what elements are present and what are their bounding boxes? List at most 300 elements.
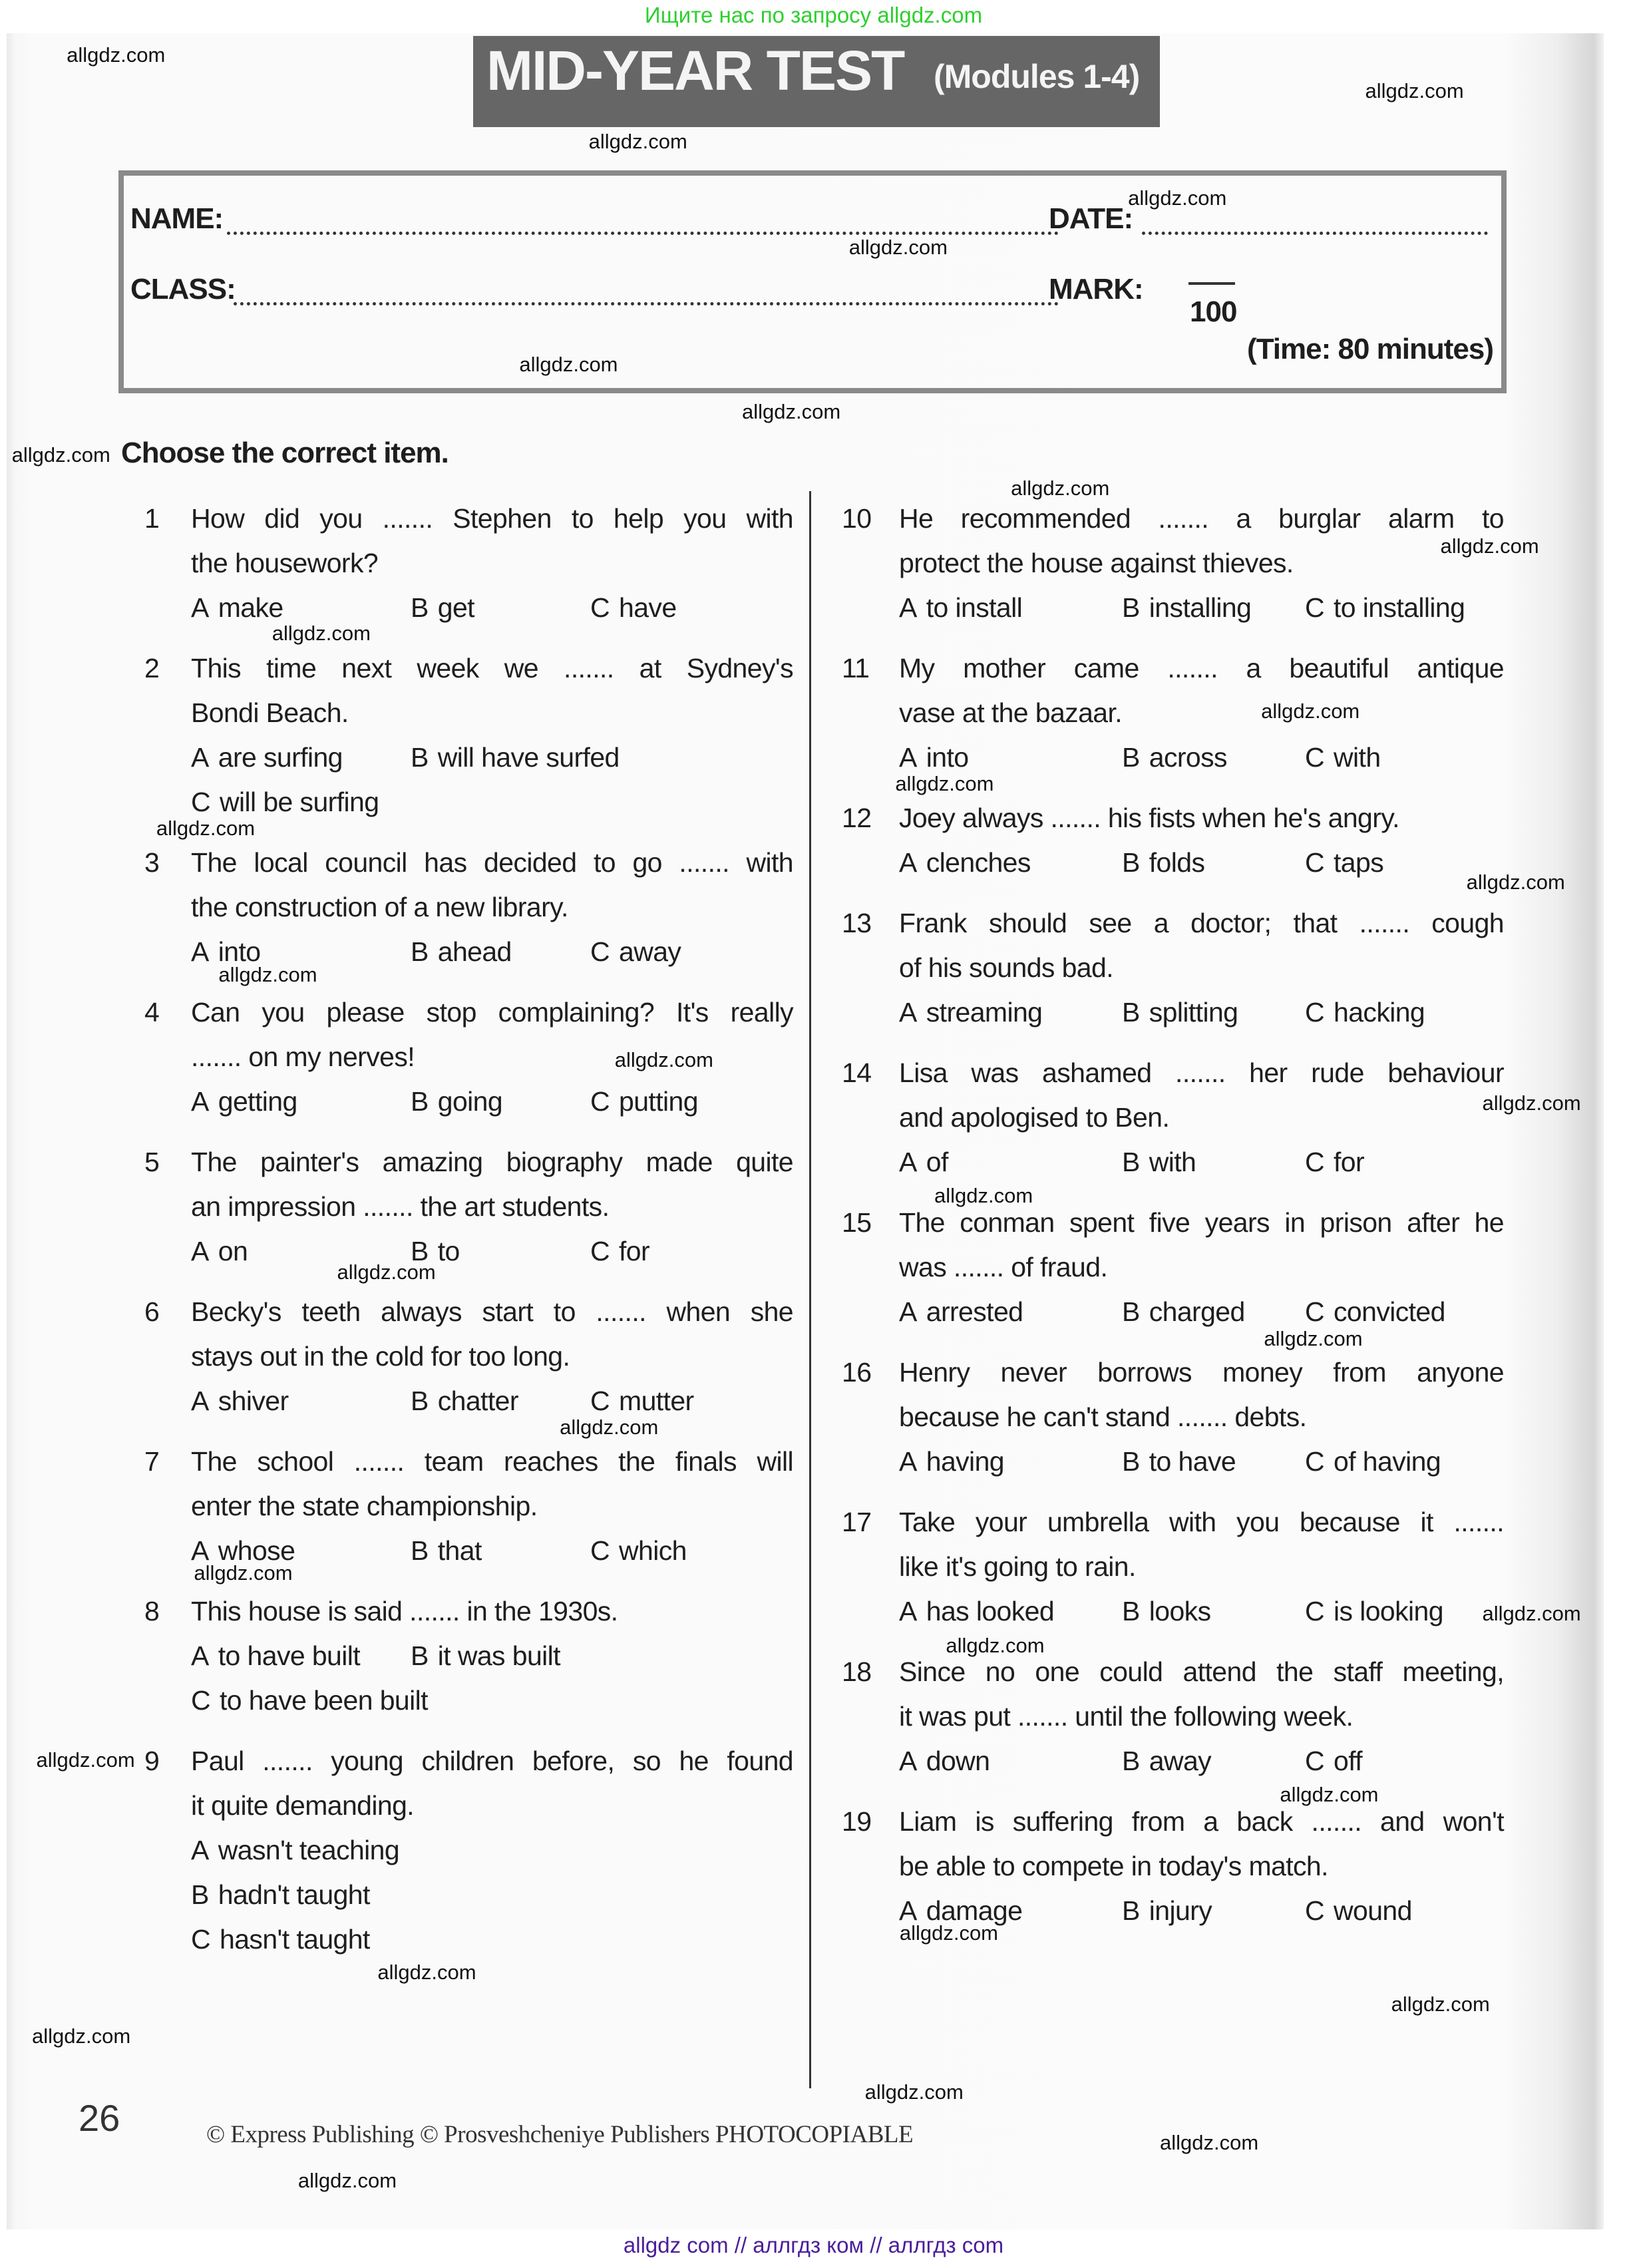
- option-text: charged: [1149, 1296, 1245, 1327]
- site-watermark: allgdz.com: [67, 43, 166, 67]
- answer-option-a[interactable]: [899, 1589, 1122, 1634]
- option-letter: B: [1122, 847, 1140, 878]
- site-watermark: allgdz.com: [614, 1047, 713, 1071]
- question-number: 1: [144, 503, 160, 534]
- question-number: 19: [842, 1806, 872, 1837]
- page-number: 26: [79, 2097, 120, 2139]
- answer-option-b[interactable]: [1122, 1589, 1305, 1634]
- site-watermark: allgdz.com: [1391, 1992, 1490, 2016]
- option-letter: C: [590, 936, 610, 967]
- question-number: 11: [842, 653, 870, 683]
- site-watermark: allgdz.com: [1128, 186, 1227, 210]
- option-text: whose: [218, 1535, 295, 1566]
- question-text-line: Henry never borrows money from anyone: [899, 1357, 1504, 1388]
- option-letter: B: [411, 1535, 429, 1566]
- date-label: DATE:: [1049, 202, 1133, 235]
- test-title-banner: [473, 36, 1160, 127]
- option-text: get: [437, 592, 474, 623]
- answer-option-a[interactable]: [899, 1140, 1122, 1185]
- question-number: 12: [842, 803, 872, 833]
- option-text: hacking: [1334, 997, 1425, 1028]
- question-text-line: How did you ....... Stephen to help you with: [191, 503, 793, 534]
- option-letter: C: [1305, 1296, 1325, 1327]
- option-text: putting: [619, 1086, 698, 1117]
- option-text: damage: [926, 1895, 1023, 1926]
- answer-option-a[interactable]: [191, 1828, 793, 1873]
- question-number: 4: [144, 997, 160, 1028]
- option-text: are surfing: [218, 742, 343, 773]
- question-item: [842, 1201, 1504, 1334]
- site-watermark: allgdz.com: [36, 1748, 135, 1772]
- option-letter: C: [191, 1924, 211, 1955]
- question-number: 14: [842, 1057, 872, 1088]
- option-letter: B: [411, 936, 429, 967]
- answer-option-b[interactable]: [1122, 1739, 1305, 1784]
- option-letter: A: [899, 997, 917, 1028]
- site-watermark: allgdz.com: [1280, 1782, 1379, 1806]
- option-letter: A: [899, 1746, 917, 1776]
- option-text: convicted: [1334, 1296, 1445, 1327]
- copyright-line: © Express Publishing © Prosveshcheniye Publishers PHOTOCOPIABLE: [206, 2121, 914, 2148]
- option-text: have: [619, 592, 677, 623]
- option-text: for: [1334, 1147, 1365, 1177]
- answer-option-b[interactable]: [411, 586, 590, 630]
- site-watermark: allgdz.com: [1365, 79, 1464, 102]
- top-watermark-note: Ищите нас по запросу allgdz.com: [644, 3, 983, 27]
- site-watermark: allgdz.com: [519, 352, 618, 376]
- question-item: [144, 1439, 793, 1573]
- question-text-line: of his sounds bad.: [899, 952, 1113, 983]
- option-text: is looking: [1334, 1596, 1443, 1626]
- answer-option-c[interactable]: [1305, 1140, 1528, 1185]
- answer-option-c[interactable]: [1305, 1889, 1528, 1933]
- questions-left-column: [144, 496, 793, 1978]
- answer-option-c[interactable]: [1305, 735, 1528, 780]
- option-letter: C: [590, 1386, 610, 1416]
- option-letter: A: [899, 1147, 917, 1177]
- answer-option-c[interactable]: [590, 1079, 810, 1124]
- option-text: shiver: [218, 1386, 289, 1416]
- question-text-line: Bondi Beach.: [191, 697, 349, 728]
- question-item: [144, 1739, 793, 1962]
- option-text: hadn't taught: [218, 1879, 370, 1910]
- date-field[interactable]: [1142, 232, 1488, 235]
- answer-option-c[interactable]: [1305, 1739, 1528, 1784]
- question-text-line: Since no one could attend the staff meeting,: [899, 1656, 1504, 1687]
- answer-option-a[interactable]: [191, 1634, 411, 1678]
- answer-option-c[interactable]: [590, 586, 810, 630]
- question-text-line: Liam is suffering from a back ....... and won't: [899, 1806, 1504, 1837]
- question-number: 5: [144, 1147, 160, 1177]
- question-item: [144, 841, 793, 974]
- option-letter: B: [1122, 1446, 1140, 1477]
- question-item: [842, 496, 1504, 630]
- option-letter: B: [1122, 1746, 1140, 1776]
- option-text: on: [218, 1236, 248, 1266]
- question-text-line: was ....... of fraud.: [899, 1252, 1108, 1282]
- option-letter: A: [191, 592, 209, 623]
- question-item: [144, 496, 793, 630]
- answer-options: [191, 1828, 793, 1873]
- test-subtitle: (Modules 1-4): [934, 58, 1140, 95]
- answer-option-c[interactable]: [590, 1229, 810, 1274]
- option-text: to have built: [218, 1640, 361, 1671]
- answer-option-b[interactable]: [411, 1229, 590, 1274]
- student-info-box: [118, 170, 1507, 393]
- option-text: streaming: [926, 997, 1043, 1028]
- question-item: [842, 796, 1504, 885]
- question-text-line: like it's going to rain.: [899, 1551, 1136, 1582]
- question-text-line: Paul ....... young children before, so he found: [191, 1746, 793, 1776]
- option-text: to have: [1149, 1446, 1236, 1477]
- site-watermark: allgdz.com: [848, 235, 948, 259]
- question-text-line: Becky's teeth always start to ....... when she: [191, 1296, 793, 1327]
- option-letter: B: [411, 1086, 429, 1117]
- answer-option-b[interactable]: [1122, 1439, 1305, 1484]
- answer-options: [191, 1678, 793, 1723]
- column-divider: [809, 491, 811, 2088]
- option-text: injury: [1149, 1895, 1212, 1926]
- question-text-line: ....... on my nerves!: [191, 1041, 415, 1072]
- option-letter: B: [411, 742, 429, 773]
- question-number: 17: [842, 1507, 872, 1537]
- question-text-line: enter the state championship.: [191, 1491, 538, 1521]
- option-text: with: [1334, 742, 1381, 773]
- site-watermark: allgdz.com: [1482, 1091, 1581, 1115]
- question-number: 18: [842, 1656, 872, 1687]
- option-text: chatter: [437, 1386, 518, 1416]
- option-letter: C: [1305, 1596, 1325, 1626]
- site-watermark: allgdz.com: [337, 1260, 436, 1284]
- option-text: clenches: [926, 847, 1031, 878]
- site-watermark: allgdz.com: [297, 2168, 397, 2192]
- question-text-line: vase at the bazaar.: [899, 697, 1123, 728]
- answer-option-b[interactable]: [1122, 586, 1305, 630]
- question-item: [842, 1051, 1504, 1185]
- answer-options: [899, 586, 1504, 630]
- answer-option-b[interactable]: [411, 1634, 590, 1678]
- answer-option-a[interactable]: [191, 735, 411, 780]
- question-number: 16: [842, 1357, 872, 1388]
- answer-option-a[interactable]: [899, 1290, 1122, 1334]
- option-letter: B: [411, 1640, 429, 1671]
- option-text: has looked: [926, 1596, 1055, 1626]
- site-watermark: allgdz.com: [864, 2080, 964, 2104]
- answer-option-c[interactable]: [191, 780, 793, 825]
- option-text: taps: [1334, 847, 1384, 878]
- option-letter: C: [191, 1685, 211, 1716]
- site-watermark: allgdz.com: [32, 2024, 131, 2048]
- time-limit: (Time: 80 minutes): [1247, 333, 1493, 365]
- site-watermark: allgdz.com: [11, 443, 110, 467]
- test-title: MID-YEAR TEST: [486, 39, 904, 102]
- option-letter: A: [191, 1386, 209, 1416]
- option-text: going: [437, 1086, 503, 1117]
- option-letter: B: [1122, 997, 1140, 1028]
- option-text: to install: [926, 592, 1023, 623]
- option-text: which: [619, 1535, 687, 1566]
- questions-right-column: [842, 496, 1504, 1949]
- option-letter: A: [899, 1446, 917, 1477]
- site-watermark: allgdz.com: [895, 771, 994, 795]
- question-item: [144, 646, 793, 825]
- option-letter: C: [1305, 1746, 1325, 1776]
- option-text: wasn't teaching: [218, 1835, 400, 1865]
- question-item: [842, 646, 1504, 780]
- answer-options: [191, 1079, 793, 1124]
- question-item: [842, 1350, 1504, 1484]
- option-letter: A: [191, 1535, 209, 1566]
- answer-option-c[interactable]: [191, 1678, 793, 1723]
- site-watermark: allgdz.com: [1466, 870, 1565, 894]
- answer-options: [899, 990, 1504, 1035]
- answer-option-c[interactable]: [590, 930, 810, 974]
- answer-options: [191, 780, 793, 825]
- option-letter: C: [590, 1535, 610, 1566]
- site-watermark: allgdz.com: [1440, 534, 1539, 558]
- option-letter: C: [1305, 1895, 1325, 1926]
- option-letter: B: [1122, 1296, 1140, 1327]
- question-text-line: This time next week we ....... at Sydney's: [191, 653, 793, 683]
- answer-option-b[interactable]: [1122, 1140, 1305, 1185]
- answer-option-b[interactable]: [1122, 1889, 1305, 1933]
- class-field[interactable]: [234, 302, 1059, 305]
- answer-option-a[interactable]: [191, 1079, 411, 1124]
- option-text: across: [1149, 742, 1227, 773]
- answer-option-b[interactable]: [191, 1873, 793, 1917]
- question-text-line: protect the house against thieves.: [899, 548, 1294, 578]
- question-text-line: The school ....... team reaches the finals will: [191, 1446, 793, 1477]
- answer-options: [899, 1140, 1504, 1185]
- question-text-line: He recommended ....... a burglar alarm to: [899, 503, 1504, 534]
- site-watermark: allgdz.com: [377, 1960, 476, 1984]
- option-letter: A: [899, 847, 917, 878]
- answer-options: [899, 1589, 1504, 1634]
- option-letter: C: [590, 1086, 610, 1117]
- option-letter: B: [411, 1236, 429, 1266]
- site-watermark: allgdz.com: [560, 1415, 659, 1439]
- option-letter: A: [191, 1236, 209, 1266]
- answer-option-c[interactable]: [191, 1917, 793, 1962]
- option-letter: C: [191, 787, 211, 817]
- option-letter: B: [1122, 742, 1140, 773]
- option-letter: A: [191, 1086, 209, 1117]
- question-text-line: because he can't stand ....... debts.: [899, 1402, 1307, 1432]
- option-text: of: [926, 1147, 948, 1177]
- question-number: 13: [842, 908, 872, 938]
- question-item: [842, 1650, 1504, 1784]
- question-text-line: the housework?: [191, 548, 379, 578]
- question-text-line: and apologised to Ben.: [899, 1102, 1170, 1133]
- question-text-line: it was put ....... until the following week.: [899, 1701, 1354, 1732]
- answer-option-b[interactable]: [411, 735, 620, 780]
- question-text-line: This house is said ....... in the 1930s.: [191, 1596, 618, 1626]
- question-text-line: the construction of a new library.: [191, 892, 568, 922]
- site-watermark: allgdz.com: [218, 962, 317, 986]
- option-text: to: [437, 1236, 460, 1266]
- answer-options: [191, 1873, 793, 1917]
- answer-option-a[interactable]: [899, 1739, 1122, 1784]
- option-text: wound: [1334, 1895, 1412, 1926]
- option-text: make: [218, 592, 283, 623]
- option-text: into: [218, 936, 261, 967]
- answer-options: [191, 735, 793, 780]
- option-text: that: [437, 1535, 482, 1566]
- class-label: CLASS:: [130, 273, 236, 305]
- option-letter: B: [1122, 1596, 1140, 1626]
- question-text-line: stays out in the cold for too long.: [191, 1341, 570, 1372]
- answer-options: [899, 1739, 1504, 1784]
- question-item: [144, 1140, 793, 1274]
- question-number: 3: [144, 847, 160, 878]
- answer-option-c[interactable]: [590, 1529, 810, 1573]
- option-text: away: [619, 936, 681, 967]
- option-letter: A: [191, 1640, 209, 1671]
- option-text: folds: [1149, 847, 1205, 878]
- option-letter: A: [899, 1596, 917, 1626]
- option-letter: C: [1305, 592, 1325, 623]
- option-text: into: [926, 742, 969, 773]
- site-watermark: allgdz.com: [741, 400, 841, 424]
- option-letter: C: [590, 1236, 610, 1266]
- site-watermark: allgdz.com: [1264, 1327, 1363, 1351]
- option-text: will be surfing: [220, 787, 379, 817]
- option-text: looks: [1149, 1596, 1211, 1626]
- option-letter: C: [1305, 1147, 1325, 1177]
- answer-options: [899, 1290, 1504, 1334]
- bottom-watermark-note: allgdz com // аллгдз ком // аллгдз com: [623, 2233, 1004, 2257]
- option-text: of having: [1334, 1446, 1441, 1477]
- answer-option-c[interactable]: [1305, 990, 1528, 1035]
- answer-option-a[interactable]: [899, 990, 1122, 1035]
- option-text: for: [619, 1236, 650, 1266]
- option-letter: C: [1305, 1446, 1325, 1477]
- question-number: 10: [842, 503, 872, 534]
- site-watermark: allgdz.com: [1159, 2131, 1259, 2155]
- site-watermark: allgdz.com: [1482, 1602, 1581, 1626]
- answer-option-b[interactable]: [1122, 735, 1305, 780]
- option-text: having: [926, 1446, 1004, 1477]
- site-watermark: allgdz.com: [946, 1633, 1045, 1657]
- option-text: to have been built: [220, 1685, 428, 1716]
- question-text-line: an impression ....... the art students.: [191, 1191, 610, 1222]
- option-text: splitting: [1149, 997, 1238, 1028]
- option-text: to installing: [1334, 592, 1465, 623]
- answer-option-a[interactable]: [899, 586, 1122, 630]
- answer-option-c[interactable]: [1305, 1439, 1528, 1484]
- question-item: [144, 1589, 793, 1723]
- question-text-line: be able to compete in today's match.: [899, 1851, 1328, 1881]
- option-text: getting: [218, 1086, 297, 1117]
- question-number: 7: [144, 1446, 160, 1477]
- answer-options: [191, 1917, 793, 1962]
- name-field[interactable]: [227, 232, 1059, 235]
- question-item: [144, 1290, 793, 1423]
- option-text: hasn't taught: [220, 1924, 370, 1955]
- question-text-line: My mother came ....... a beautiful antique: [899, 653, 1504, 683]
- option-text: ahead: [437, 936, 512, 967]
- answer-option-a[interactable]: [899, 1439, 1122, 1484]
- question-text-line: Lisa was ashamed ....... her rude behaviour: [899, 1057, 1504, 1088]
- question-text-line: Joey always ....... his fists when he's angry.: [899, 803, 1399, 833]
- site-watermark: allgdz.com: [156, 817, 256, 841]
- option-letter: A: [191, 1835, 209, 1865]
- site-watermark: allgdz.com: [899, 1921, 999, 1945]
- option-letter: B: [411, 592, 429, 623]
- answer-option-c[interactable]: [1305, 586, 1528, 630]
- answer-options: [191, 1229, 793, 1274]
- question-item: [842, 1799, 1504, 1933]
- option-letter: A: [899, 592, 917, 623]
- question-text-line: The painter's amazing biography made quite: [191, 1147, 793, 1177]
- question-text-line: Frank should see a doctor; that ....... cough: [899, 908, 1504, 938]
- answer-option-a[interactable]: [899, 841, 1122, 885]
- mark-total: 100: [1190, 295, 1237, 328]
- question-number: 15: [842, 1207, 872, 1238]
- option-letter: B: [191, 1879, 209, 1910]
- answer-options: [899, 841, 1504, 885]
- question-text-line: The conman spent five years in prison after he: [899, 1207, 1504, 1238]
- site-watermark: allgdz.com: [934, 1184, 1033, 1208]
- site-watermark: allgdz.com: [194, 1561, 293, 1585]
- option-letter: B: [1122, 1147, 1140, 1177]
- option-letter: B: [1122, 592, 1140, 623]
- option-letter: C: [1305, 997, 1325, 1028]
- answer-option-b[interactable]: [411, 930, 590, 974]
- question-text-line: Can you please stop complaining? It's really: [191, 997, 793, 1028]
- instruction-heading: Choose the correct item.: [121, 437, 449, 469]
- question-text-line: it quite demanding.: [191, 1790, 415, 1821]
- option-letter: B: [411, 1386, 429, 1416]
- answer-options: [899, 1439, 1504, 1484]
- option-text: with: [1149, 1147, 1196, 1177]
- answer-option-b[interactable]: [1122, 990, 1305, 1035]
- option-letter: A: [899, 742, 917, 773]
- answer-options: [191, 1379, 793, 1423]
- site-watermark: allgdz.com: [588, 129, 687, 153]
- question-text-line: Take your umbrella with you because it .......: [899, 1507, 1504, 1537]
- site-watermark: allgdz.com: [1011, 476, 1110, 500]
- name-label: NAME:: [130, 202, 224, 235]
- answer-option-b[interactable]: [1122, 841, 1305, 885]
- option-text: mutter: [619, 1386, 694, 1416]
- question-number: 2: [144, 653, 160, 683]
- option-text: it was built: [437, 1640, 560, 1671]
- question-number: 9: [144, 1746, 160, 1776]
- option-text: off: [1334, 1746, 1363, 1776]
- site-watermark: allgdz.com: [1261, 699, 1360, 723]
- option-letter: C: [1305, 742, 1325, 773]
- answer-option-b[interactable]: [411, 1079, 590, 1124]
- option-text: arrested: [926, 1296, 1023, 1327]
- question-text-line: The local council has decided to go ....... with: [191, 847, 793, 878]
- option-letter: A: [899, 1895, 917, 1926]
- answer-option-a[interactable]: [191, 1379, 411, 1423]
- answer-options: [191, 1634, 793, 1678]
- option-letter: A: [191, 742, 209, 773]
- mark-label: MARK:: [1049, 273, 1143, 305]
- option-letter: A: [191, 936, 209, 967]
- question-item: [842, 901, 1504, 1035]
- option-letter: C: [590, 592, 610, 623]
- question-item: [842, 1500, 1504, 1634]
- question-number: 6: [144, 1296, 160, 1327]
- option-letter: A: [899, 1296, 917, 1327]
- mark-fraction-line: [1188, 282, 1235, 285]
- option-text: away: [1149, 1746, 1212, 1776]
- option-text: installing: [1149, 592, 1252, 623]
- answer-option-b[interactable]: [411, 1529, 590, 1573]
